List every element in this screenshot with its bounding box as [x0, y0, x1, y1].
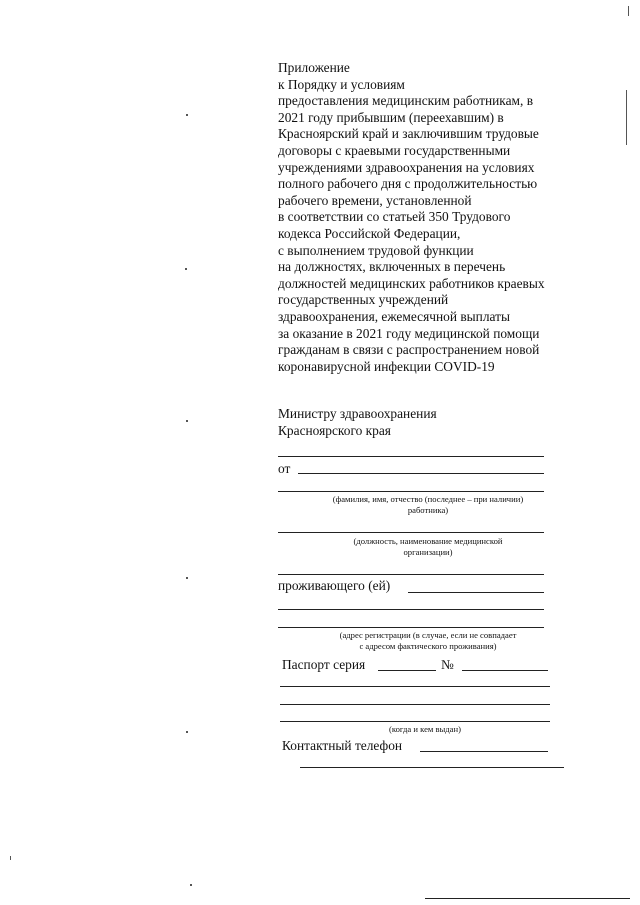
scan-mark	[186, 577, 188, 579]
scan-edge-line	[425, 898, 630, 899]
appendix-line: государственных учреждений	[278, 292, 449, 308]
appendix-line: гражданам в связи с распространением новой	[278, 342, 540, 358]
appendix-line: должностей медицинских работников краевых	[278, 275, 545, 291]
scan-mark	[190, 884, 192, 886]
appendix-line: кодекса Российской Федерации,	[278, 225, 461, 241]
issued-field-3[interactable]	[280, 721, 550, 722]
appendix-line: с выполнением трудовой функции	[278, 242, 474, 258]
scan-mark	[626, 90, 627, 145]
phone-field[interactable]	[420, 751, 548, 752]
scan-mark	[186, 114, 188, 116]
appendix-line: на должностях, включенных в перечень	[278, 259, 506, 275]
position-caption-line: организации)	[403, 547, 453, 557]
appendix-line: рабочего времени, установленной	[278, 192, 472, 208]
scan-mark	[185, 268, 187, 270]
addressee-line: Красноярского края	[278, 423, 391, 438]
blank-line-2[interactable]	[278, 574, 544, 575]
address-caption-line: (адрес регистрации (в случае, если не совпадает	[339, 630, 517, 640]
position-caption	[318, 536, 538, 558]
passport-series-label: Паспорт серия	[282, 657, 366, 672]
position-field[interactable]	[278, 532, 544, 533]
appendix-line: 2021 году прибывшим (переехавшим) в	[278, 109, 504, 125]
address-field-2[interactable]	[278, 627, 544, 628]
appendix-line: в соответствии со статьей 350 Трудового	[278, 209, 511, 225]
residing-label: проживающего (ей)	[278, 578, 391, 593]
name-caption-line: работника)	[407, 505, 449, 515]
appendix-line: полного рабочего дня с продолжительностью	[278, 176, 538, 192]
from-field[interactable]	[298, 473, 544, 474]
addressee-block	[278, 405, 437, 439]
issued-field-1[interactable]	[280, 686, 550, 687]
appendix-line: предоставления медицинским работникам, в	[278, 93, 534, 109]
residing-field[interactable]	[408, 592, 544, 593]
scan-mark	[186, 731, 188, 733]
appendix-line: Красноярский край и заключившим трудовые	[278, 126, 539, 142]
scan-mark	[628, 6, 629, 16]
appendix-line: коронавирусной инфекции COVID-19	[278, 358, 495, 374]
blank-line-1[interactable]	[278, 456, 544, 457]
appendix-line: договоры с краевыми государственными	[278, 142, 511, 158]
address-caption	[308, 630, 548, 652]
phone-label: Контактный телефон	[282, 738, 403, 753]
appendix-line: за оказание в 2021 году медицинской помощи	[278, 325, 540, 341]
passport-number-label: №	[441, 657, 454, 672]
name-caption	[308, 494, 548, 516]
scan-mark	[186, 420, 188, 422]
passport-series-field[interactable]	[378, 670, 436, 671]
position-caption-line: (должность, наименование медицинской	[353, 536, 503, 546]
phone-field-extra[interactable]	[300, 767, 564, 768]
passport-number-field[interactable]	[462, 670, 548, 671]
issued-caption	[340, 724, 510, 735]
issued-field-2[interactable]	[280, 704, 550, 705]
appendix-line: учреждениями здравоохранения на условиях	[278, 159, 535, 175]
issued-caption-line: (когда и кем выдан)	[389, 724, 461, 734]
name-field[interactable]	[278, 491, 544, 492]
appendix-line: Приложение	[278, 60, 350, 75]
addressee-line: Министру здравоохранения	[278, 406, 437, 421]
from-label: от	[278, 461, 291, 476]
scan-mark	[10, 856, 11, 860]
appendix-header	[278, 60, 598, 375]
name-caption-line: (фамилия, имя, отчество (последнее – при наличии)	[332, 494, 524, 504]
address-field-1[interactable]	[278, 609, 544, 610]
appendix-line: здравоохранения, ежемесячной выплаты	[278, 308, 510, 324]
address-caption-line: с адресом фактического проживания)	[359, 641, 497, 651]
appendix-line: к Порядку и условиям	[278, 76, 405, 92]
